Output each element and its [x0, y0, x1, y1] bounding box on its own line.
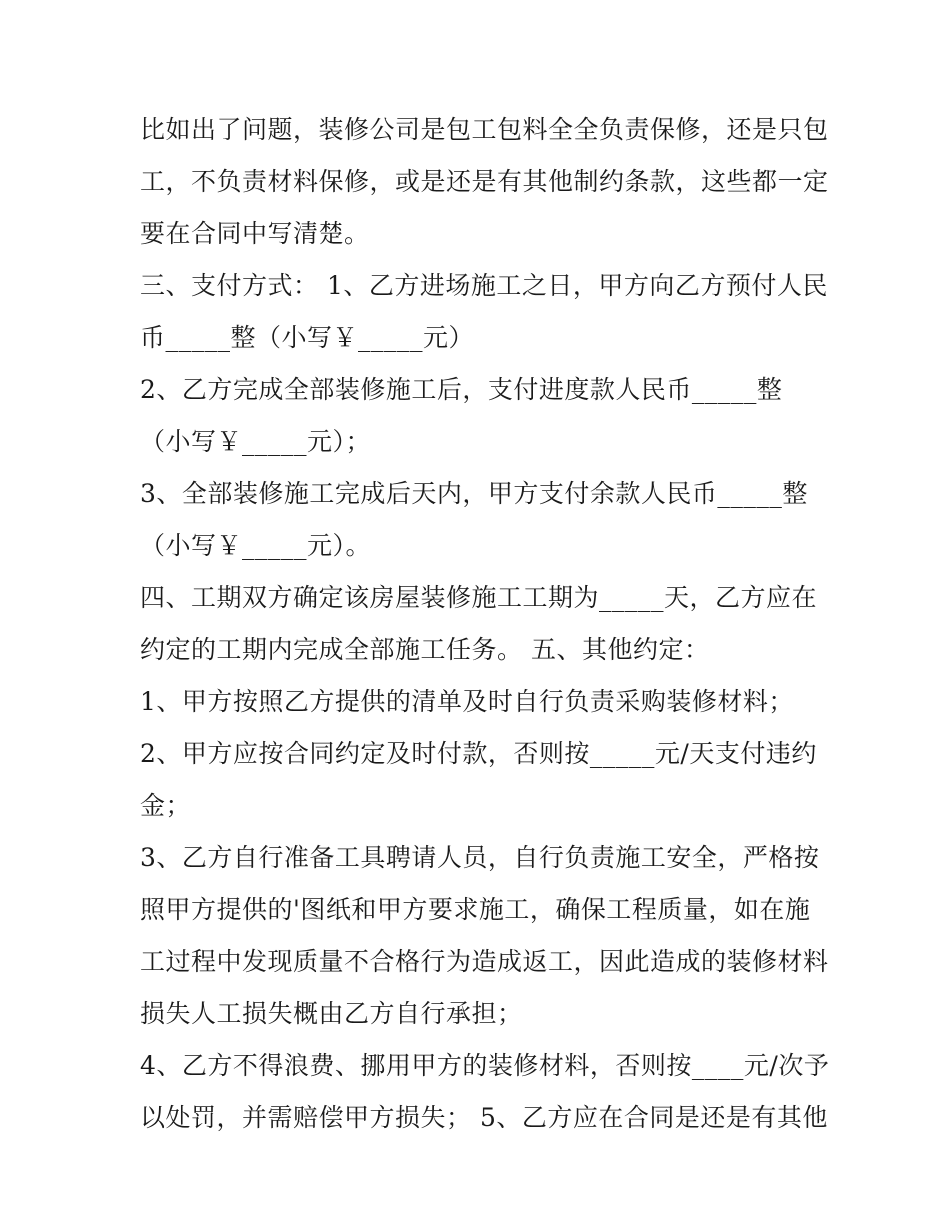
text-line: （小写￥_____元）。	[140, 531, 372, 560]
text-line: 2、甲方应按合同约定及时付款，否则按_____元/天支付违约	[140, 739, 817, 768]
text-line: 2、乙方完成全部装修施工后，支付进度款人民币_____整	[140, 375, 783, 404]
text-line: 要在合同中写清楚。	[140, 219, 370, 248]
document-body	[140, 104, 830, 1144]
text-line: 损失人工损失概由乙方自行承担；	[140, 999, 523, 1028]
text-line: 工过程中发现质量不合格行为造成返工，因此造成的装修材料	[140, 947, 829, 976]
text-line: 币_____整（小写￥_____元）	[140, 323, 475, 352]
text-line: 约定的工期内完成全部施工任务。 五、其他约定：	[140, 635, 710, 664]
text-line: （小写￥_____元）；	[140, 427, 372, 456]
text-line: 3、乙方自行准备工具聘请人员，自行负责施工安全，严格按	[140, 843, 820, 872]
text-line: 照甲方提供的'图纸和甲方要求施工，确保工程质量，如在施	[140, 895, 811, 924]
text-line: 以处罚，并需赔偿甲方损失； 5、乙方应在合同是还是有其他	[140, 1103, 828, 1132]
text-line: 1、甲方按照乙方提供的清单及时自行负责采购装修材料；	[140, 687, 794, 716]
text-line: 三、支付方式： 1、乙方进场施工之日，甲方向乙方预付人民	[140, 271, 828, 300]
text-line: 4、乙方不得浪费、挪用甲方的装修材料，否则按____元/次予	[140, 1051, 830, 1080]
text-line: 金；	[140, 791, 192, 820]
text-line: 3、全部装修施工完成后天内，甲方支付余款人民币_____整	[140, 479, 808, 508]
text-line: 四、工期双方确定该房屋装修施工工期为_____天，乙方应在	[140, 583, 818, 612]
text-line: 比如出了问题，装修公司是包工包料全全负责保修，还是只包	[140, 115, 829, 144]
text-line: 工，不负责材料保修，或是还是有其他制约条款，这些都一定	[140, 167, 829, 196]
